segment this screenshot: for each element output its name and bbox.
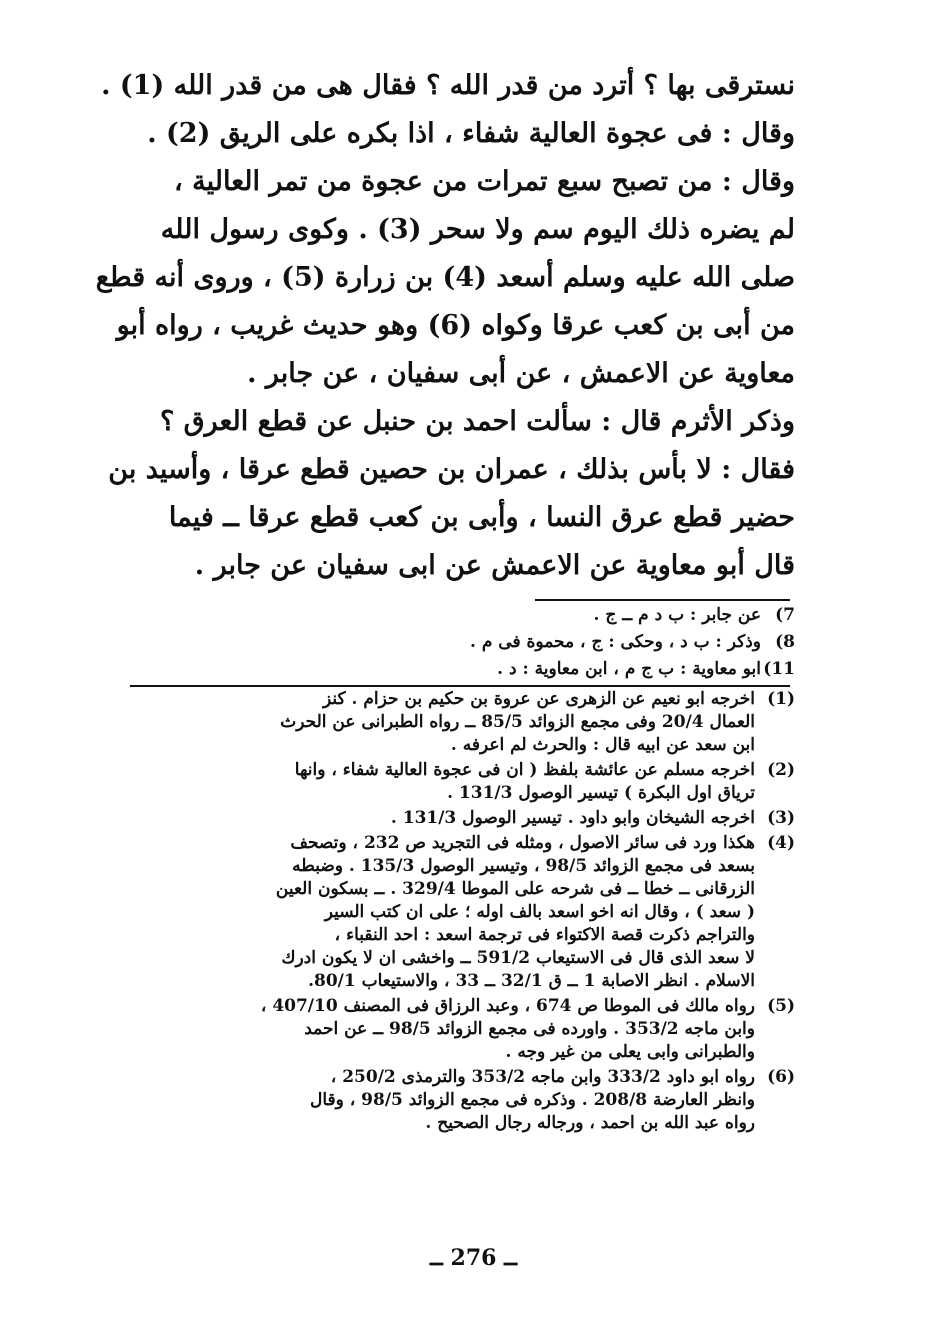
footnote-line: العمال 20/4 وفى مجمع الزوائد 85/5 ــ رواه الطبرانى عن الحرث [280, 712, 755, 732]
text-line: معاوية عن الاعمش ، عن أبى سفيان ، عن جابر . [247, 358, 795, 389]
footnote [125, 832, 795, 993]
footnote-line: والتراجم ذكرت قصة الاكتواء فى ترجمة اسعد : احد النقباء ، [334, 925, 755, 945]
variant-note-number: (11 [763, 659, 795, 679]
variant-note-number: (8 [775, 632, 795, 652]
text-line: فقال : لا بأس بذلك ، عمران بن حصين قطع عرقا ، وأسيد بن [108, 454, 795, 485]
text-line: وقال : من تصبح سبع تمرات من عجوة من تمر العالية ، [174, 166, 795, 197]
text-line: قال أبو معاوية عن الاعمش عن ابى سفيان عن جابر . [194, 550, 795, 581]
footnote-number: (2) [767, 760, 795, 780]
variant-notes-divider [535, 599, 790, 601]
variant-note-text: وذكر : ب د ، وحكى : ج ، محموة فى م . [470, 632, 761, 652]
text-line: حضير قطع عرق النسا ، وأبى بن كعب قطع عرقا ــ فيما [168, 502, 795, 533]
text-line: وقال : فى عجوة العالية شفاء ، اذا بكره على الريق (2) . [147, 118, 795, 149]
footnote [125, 759, 795, 805]
footnote-number: (3) [767, 808, 795, 828]
footnote-line: اخرجه ابو نعيم عن الزهرى عن عروة بن حكيم بن حزام . كنز [323, 689, 755, 709]
footnote [125, 1066, 795, 1135]
main-text [95, 62, 795, 590]
variant-note-text: ابو معاوية : ب ج م ، ابن معاوية : د . [497, 659, 761, 679]
text-line: صلى الله عليه وسلم أسعد (4) بن زرارة (5) ، وروى أنه قطع [95, 262, 795, 293]
footnote-line: هكذا ورد فى سائر الاصول ، ومثله فى التجريد ص 232 ، وتصحف [290, 833, 755, 853]
footnote [125, 807, 795, 830]
variant-note [300, 629, 795, 656]
footnote-number: (5) [767, 996, 795, 1016]
variant-note-text: عن جابر : ب د م ــ ج . [593, 605, 761, 625]
footnote-line: رواه مالك فى الموطا ص 674 ، وعبد الرزاق فى المصنف 407/10 ، [260, 996, 755, 1016]
variant-note-number: (7 [775, 605, 795, 625]
footnotes-divider [130, 685, 790, 687]
text-line: وذكر الأثرم قال : سألت احمد بن حنبل عن قطع العرق ؟ [159, 406, 795, 437]
footnote-line: الاسلام . انظر الاصابة 1 ــ ق 32/1 ــ 33 ، والاستيعاب 80/1. [308, 971, 755, 991]
footnote-line: اخرجه مسلم عن عائشة بلفظ ( ان فى عجوة العالية شفاء ، وانها [294, 760, 755, 780]
page-number: ــ 276 ــ [429, 1245, 518, 1271]
footnote-line: ( سعد ) ، وقال انه اخو اسعد بالف اوله ؛ على ان كتب السير [324, 902, 755, 922]
footnote-line: رواه عبد الله بن احمد ، ورجاله رجال الصحيح . [425, 1113, 755, 1133]
footnote-line: رواه ابو داود 333/2 وابن ماجه 353/2 والترمذى 250/2 ، [330, 1067, 755, 1087]
footnote-line: ترياق اول البكرة ) تيسير الوصول 131/3 . [447, 783, 755, 803]
footnote-line: الزرقانى ــ خطا ــ فى شرحه على الموطا 329/4 . ــ بسكون العين [275, 879, 755, 899]
variant-note [300, 602, 795, 629]
footnote-line: وابن ماجه 353/2 . واورده فى مجمع الزوائد 98/5 ــ عن احمد [304, 1019, 755, 1039]
footnote-line: بسعد فى مجمع الزوائد 98/5 ، وتيسير الوصول 135/3 . وضبطه [292, 856, 755, 876]
footnote [125, 688, 795, 757]
footnote-number: (4) [767, 833, 795, 853]
footnote-line: ابن سعد عن ابيه قال : والحرث لم اعرفه . [450, 735, 755, 755]
text-line: نسترقى بها ؟ أترد من قدر الله ؟ فقال هى من قدر الله (1) . [101, 70, 795, 101]
footnote-line: والطبرانى وابى يعلى من غير وجه . [505, 1042, 755, 1062]
footnote-line: اخرجه الشيخان وابو داود . تيسير الوصول 131/3 . [390, 808, 755, 828]
text-line: من أبى بن كعب عرقا وكواه (6) وهو حديث غريب ، رواه أبو [116, 310, 795, 341]
footnote-number: (1) [767, 689, 795, 709]
footnote [125, 995, 795, 1064]
footnote-line: وانظر العارضة 208/8 . وذكره فى مجمع الزوائد 98/5 ، وقال [309, 1090, 755, 1110]
text-line: لم يضره ذلك اليوم سم ولا سحر (3) . وكوى رسول الله [160, 214, 795, 245]
footnotes [125, 688, 795, 1137]
footnote-line: لا سعد الذى قال فى الاستيعاب 591/2 ــ واخشى ان لا يكون ادرك [281, 948, 755, 968]
footnote-number: (6) [767, 1067, 795, 1087]
variant-notes [300, 602, 795, 683]
variant-note [300, 656, 795, 683]
